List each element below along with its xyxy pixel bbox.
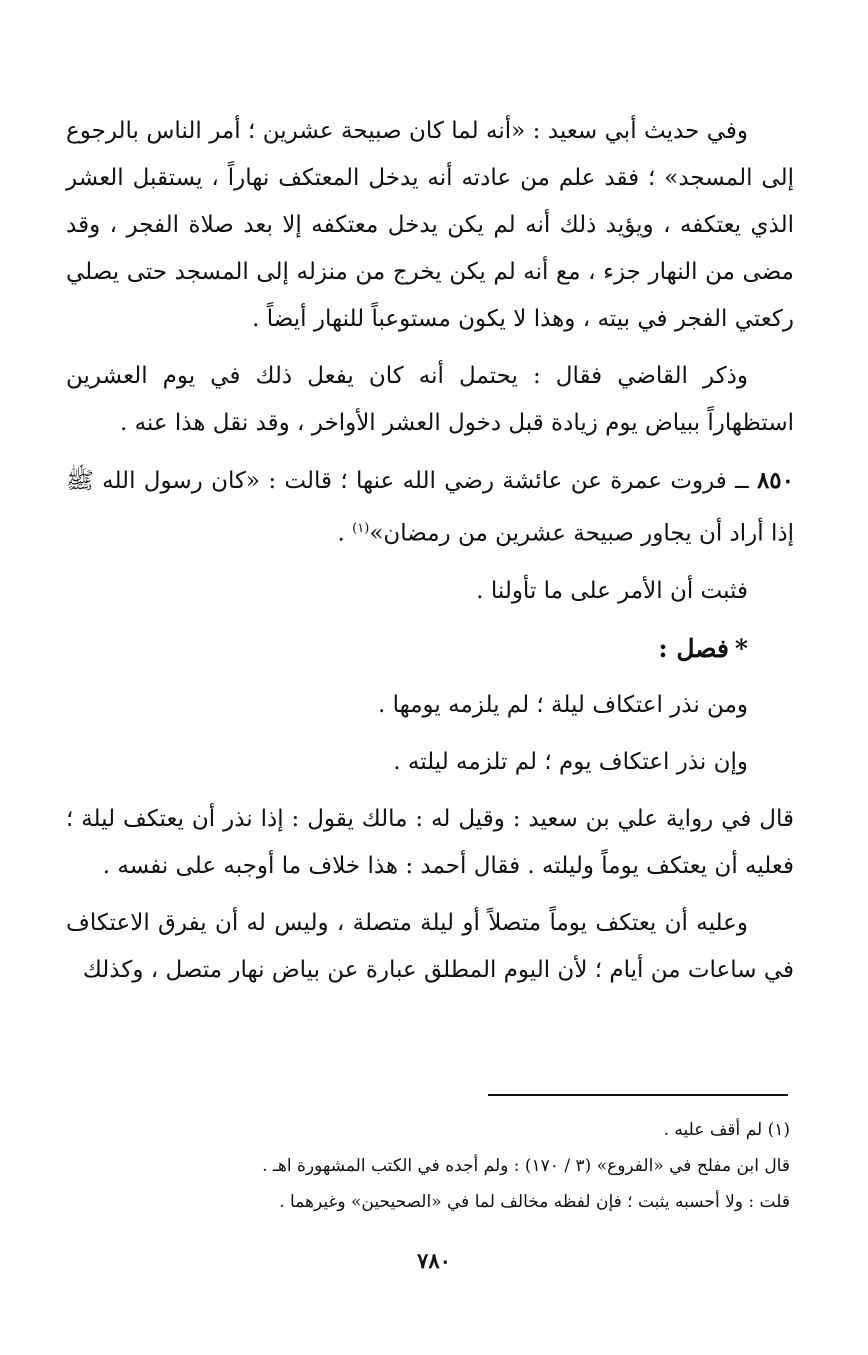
hadith-850	[66, 457, 794, 558]
footnote-2: قال ابن مفلح في «الفروع» (٣ / ١٧٠) : ولم أجده في الكتب المشهورة اهـ .	[262, 1156, 790, 1176]
paragraph-continuity: وعليه أن يعتكف يوماً متصلاً أو ليلة متصلة ، وليس له أن يفرق الاعتكاف في ساعات من أيام ؛ لأن اليوم المطلق عبارة عن بياض نهار متصل ، وكذلك	[66, 909, 794, 983]
paragraph-qadi: وذكر القاضي فقال : يحتمل أنه كان يفعل ذلك في يوم العشرين استظهاراً ببياض يوم زيادة قبل دخول العشر الأواخر ، وقد نقل هذا عنه .	[66, 363, 794, 436]
section-heading	[66, 625, 794, 672]
star-icon: *	[734, 633, 748, 663]
hadith-end: .	[337, 520, 353, 547]
footnotes	[100, 1112, 790, 1220]
paragraph-abu-said: وفي حديث أبي سعيد : «أنه لما كان صبيحة عشرين ؛ أمر الناس بالرجوع إلى المسجد» ؛ فقد علم من عادته أنه يدخل المعتكف نهاراً ، يستقبل العشر الذي يعتكفه ، ويؤيد ذلك أنه لم يكن يدخل معتكفه إلا بعد صلاة الفجر ، وقد مضى من النهار جزء ، مع أنه لم يكن يخرج من منزله إلى المسجد حتى يصلي ركعتي الفجر في بيته ، وهذا لا يكون مستوعباً للنهار أيضاً .	[66, 118, 794, 332]
page-number: ٧٨٠	[417, 1248, 451, 1273]
paragraph-day-vow: وإن نذر اعتكاف يوم ؛ لم تلزمه ليلته .	[393, 748, 748, 775]
hadith-number: ٨٥٠	[756, 467, 794, 494]
main-text	[66, 108, 794, 1004]
paragraph-night-vow: ومن نذر اعتكاف ليلة ؛ لم يلزمه يومها .	[377, 691, 748, 718]
footnote-ref[interactable]: (١)	[352, 521, 370, 536]
footnote-3: قلت : ولا أحسبه يثبت ؛ فإن لفظه مخالف لما في «الصحيحين» وغيرهما .	[279, 1192, 790, 1212]
section-title: فصل :	[658, 633, 729, 663]
hadith-text: ــ فروت عمرة عن عائشة رضي الله عنها ؛ قالت : «كان رسول الله ﷺ إذا أراد أن يجاور صبيحة عشرين من رمضان»	[66, 468, 794, 547]
footnote-divider	[488, 1094, 788, 1096]
footnote-1: (١) لم أقف عليه .	[663, 1120, 790, 1140]
paragraph-ali-riwaya: قال في رواية علي بن سعيد : وقيل له : مالك يقول : إذا نذر أن يعتكف ليلة ؛ فعليه أن يعتكف يوماً وليلته . فقال أحمد : هذا خلاف ما أوجبه على نفسه .	[66, 805, 794, 879]
paragraph-conclusion: فثبت أن الأمر على ما تأولنا .	[476, 577, 748, 604]
